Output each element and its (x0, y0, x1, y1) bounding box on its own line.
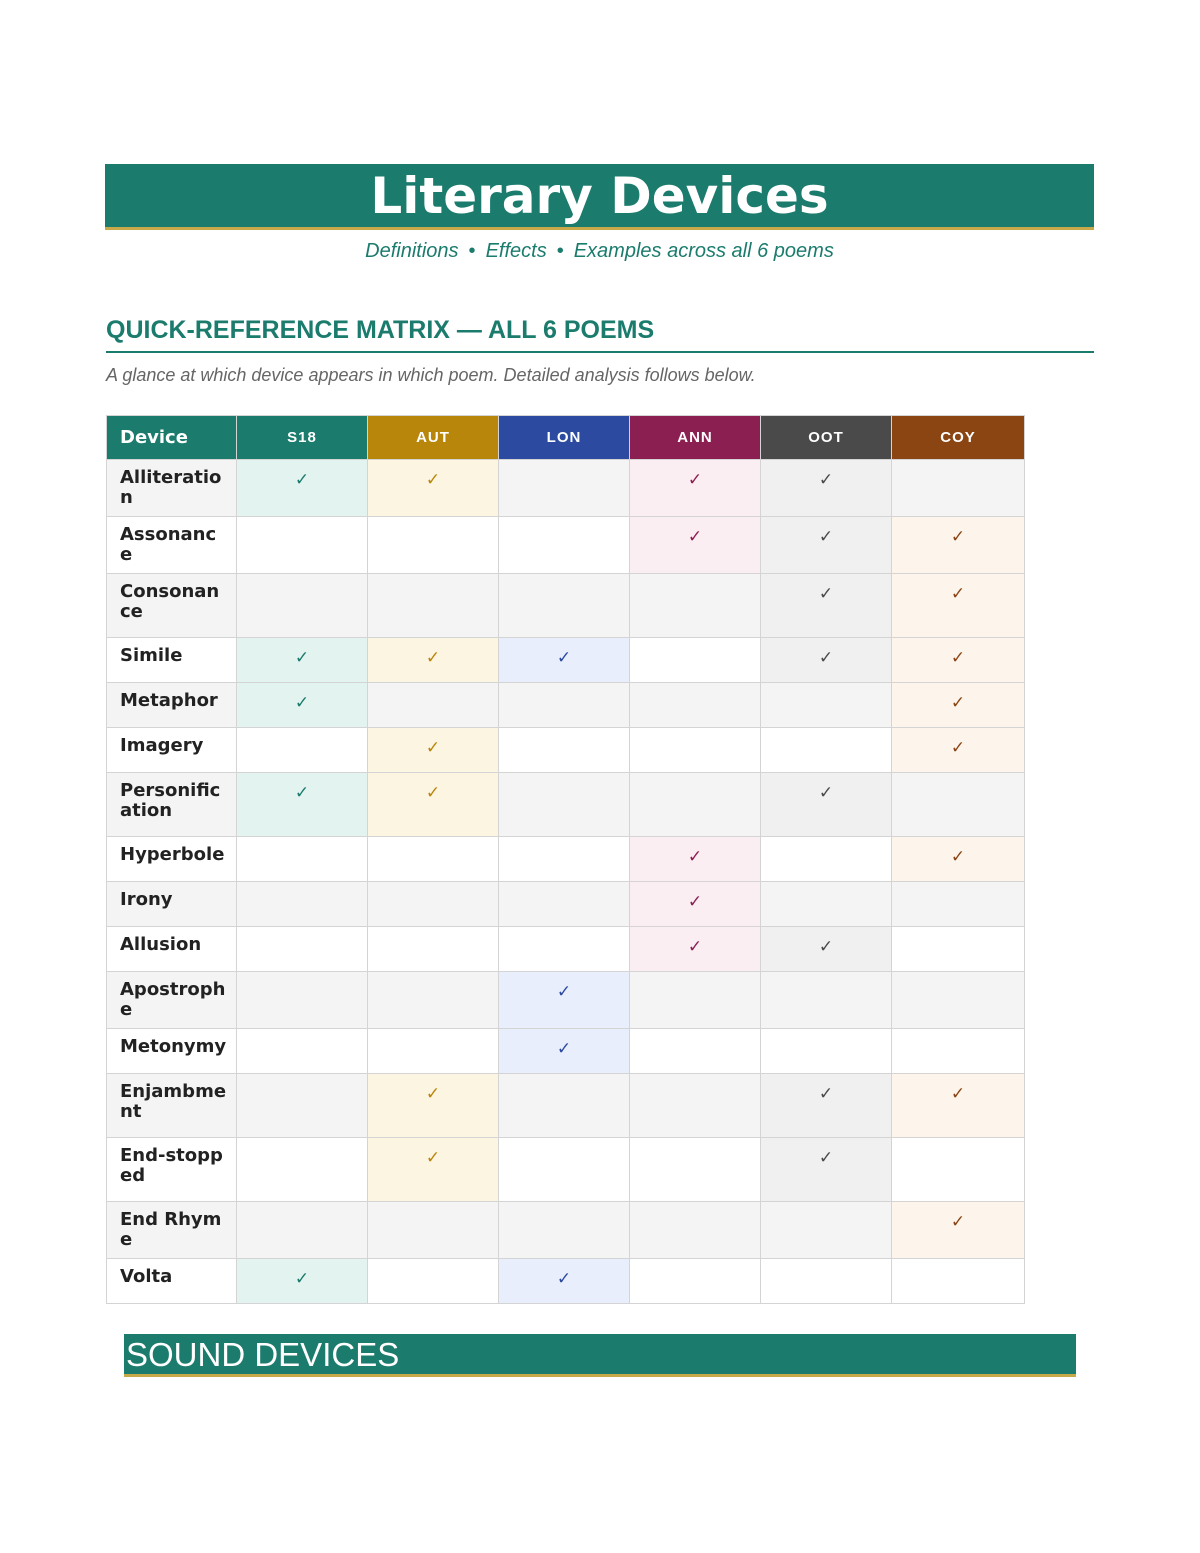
title-banner (105, 164, 1094, 230)
device-name-cell: Assonance (107, 517, 237, 574)
device-name-cell: Metaphor (107, 683, 237, 728)
matrix-cell-ann (630, 517, 761, 574)
matrix-cell-coy (892, 837, 1025, 882)
matrix-cell-lon (499, 1202, 630, 1259)
check-icon: ✓ (950, 1084, 966, 1103)
matrix-cell-ann (630, 1074, 761, 1138)
matrix-cell-oot (761, 683, 892, 728)
table-row (107, 683, 1025, 728)
matrix-cell-aut (368, 972, 499, 1029)
matrix-cell-oot (761, 927, 892, 972)
matrix-cell-ann (630, 460, 761, 517)
table-row (107, 1259, 1025, 1304)
check-icon: ✓ (950, 847, 966, 866)
matrix-cell-coy (892, 1202, 1025, 1259)
matrix-cell-coy (892, 638, 1025, 683)
check-icon: ✓ (556, 1269, 572, 1288)
matrix-cell-aut (368, 1138, 499, 1202)
matrix-cell-aut (368, 882, 499, 927)
matrix-cell-s18 (237, 972, 368, 1029)
matrix-cell-oot (761, 1202, 892, 1259)
matrix-cell-ann (630, 728, 761, 773)
check-icon: ✓ (950, 527, 966, 546)
matrix-cell-ann (630, 837, 761, 882)
matrix-cell-oot (761, 1074, 892, 1138)
matrix-cell-aut (368, 728, 499, 773)
matrix-cell-coy (892, 728, 1025, 773)
check-icon: ✓ (425, 783, 441, 802)
matrix-cell-aut (368, 773, 499, 837)
check-icon: ✓ (687, 527, 703, 546)
table-row (107, 1138, 1025, 1202)
table-row (107, 927, 1025, 972)
matrix-section-note: A glance at which device appears in which poem. Detailed analysis follows below. (106, 365, 756, 385)
matrix-cell-oot (761, 972, 892, 1029)
check-icon: ✓ (818, 1084, 834, 1103)
matrix-cell-lon (499, 927, 630, 972)
matrix-cell-ann (630, 638, 761, 683)
table-row (107, 1074, 1025, 1138)
matrix-cell-ann (630, 1202, 761, 1259)
matrix-cell-lon (499, 574, 630, 638)
matrix-cell-ann (630, 574, 761, 638)
page-subtitle (105, 240, 1094, 263)
check-icon: ✓ (556, 982, 572, 1001)
table-row (107, 972, 1025, 1029)
matrix-cell-lon (499, 837, 630, 882)
matrix-cell-s18 (237, 773, 368, 837)
device-name-cell: End-stopped (107, 1138, 237, 1202)
matrix-cell-ann (630, 683, 761, 728)
column-header-coy: COY (892, 416, 1025, 460)
matrix-cell-ann (630, 1138, 761, 1202)
matrix-cell-s18 (237, 882, 368, 927)
matrix-cell-lon (499, 1259, 630, 1304)
matrix-cell-lon (499, 882, 630, 927)
matrix-cell-aut (368, 837, 499, 882)
matrix-cell-aut (368, 460, 499, 517)
check-icon: ✓ (294, 1269, 310, 1288)
matrix-cell-coy (892, 1138, 1025, 1202)
matrix-cell-oot (761, 882, 892, 927)
check-icon: ✓ (950, 648, 966, 667)
column-header-ann: ANN (630, 416, 761, 460)
matrix-cell-oot (761, 837, 892, 882)
check-icon: ✓ (818, 937, 834, 956)
table-row (107, 460, 1025, 517)
subtitle-effects: Effects (485, 240, 547, 262)
column-header-s18: S18 (237, 416, 368, 460)
matrix-cell-oot (761, 574, 892, 638)
matrix-header-row (107, 416, 1025, 460)
quick-reference-matrix (106, 415, 1025, 1304)
matrix-cell-s18 (237, 1138, 368, 1202)
matrix-cell-lon (499, 1029, 630, 1074)
matrix-cell-coy (892, 1029, 1025, 1074)
check-icon: ✓ (425, 1084, 441, 1103)
column-header-oot: OOT (761, 416, 892, 460)
device-name-cell: Allusion (107, 927, 237, 972)
matrix-cell-s18 (237, 1074, 368, 1138)
matrix-cell-s18 (237, 1202, 368, 1259)
matrix-cell-s18 (237, 460, 368, 517)
device-name-cell: Metonymy (107, 1029, 237, 1074)
matrix-cell-ann (630, 927, 761, 972)
matrix-cell-coy (892, 972, 1025, 1029)
device-name-cell: Personification (107, 773, 237, 837)
check-icon: ✓ (687, 470, 703, 489)
matrix-cell-s18 (237, 927, 368, 972)
matrix-cell-oot (761, 1138, 892, 1202)
sound-devices-heading: SOUND DEVICES (126, 1336, 400, 1373)
matrix-cell-aut (368, 1074, 499, 1138)
matrix-cell-s18 (237, 683, 368, 728)
matrix-cell-ann (630, 972, 761, 1029)
device-name-cell: End Rhyme (107, 1202, 237, 1259)
page-title: Literary Devices (370, 166, 829, 225)
matrix-cell-oot (761, 728, 892, 773)
device-column-header: Device (107, 416, 237, 460)
device-name-cell: Irony (107, 882, 237, 927)
subtitle-definitions: Definitions (365, 240, 459, 262)
table-row (107, 574, 1025, 638)
matrix-cell-aut (368, 1029, 499, 1074)
matrix-cell-coy (892, 1259, 1025, 1304)
check-icon: ✓ (818, 527, 834, 546)
table-row (107, 728, 1025, 773)
matrix-cell-aut (368, 574, 499, 638)
subtitle-examples: Examples across all 6 poems (573, 240, 834, 262)
table-row (107, 638, 1025, 683)
matrix-cell-coy (892, 1074, 1025, 1138)
check-icon: ✓ (294, 648, 310, 667)
table-row (107, 1202, 1025, 1259)
matrix-cell-lon (499, 683, 630, 728)
subtitle-separator: • (468, 240, 476, 262)
check-icon: ✓ (425, 648, 441, 667)
device-name-cell: Volta (107, 1259, 237, 1304)
check-icon: ✓ (294, 470, 310, 489)
matrix-cell-lon (499, 460, 630, 517)
matrix-cell-s18 (237, 517, 368, 574)
device-name-cell: Alliteration (107, 460, 237, 517)
matrix-cell-oot (761, 1029, 892, 1074)
check-icon: ✓ (294, 783, 310, 802)
matrix-cell-coy (892, 574, 1025, 638)
device-name-cell: Consonance (107, 574, 237, 638)
matrix-cell-ann (630, 882, 761, 927)
table-row (107, 773, 1025, 837)
matrix-cell-coy (892, 882, 1025, 927)
matrix-cell-oot (761, 773, 892, 837)
check-icon: ✓ (425, 738, 441, 757)
table-row (107, 882, 1025, 927)
matrix-cell-aut (368, 1259, 499, 1304)
matrix-cell-ann (630, 1259, 761, 1304)
matrix-section-heading: QUICK-REFERENCE MATRIX — ALL 6 POEMS (106, 316, 1094, 353)
matrix-cell-coy (892, 683, 1025, 728)
check-icon: ✓ (818, 1148, 834, 1167)
matrix-cell-lon (499, 773, 630, 837)
matrix-cell-oot (761, 460, 892, 517)
check-icon: ✓ (425, 470, 441, 489)
matrix-cell-aut (368, 683, 499, 728)
matrix-cell-aut (368, 1202, 499, 1259)
check-icon: ✓ (818, 648, 834, 667)
matrix-cell-s18 (237, 1259, 368, 1304)
matrix-cell-aut (368, 517, 499, 574)
matrix-cell-lon (499, 972, 630, 1029)
matrix-cell-s18 (237, 638, 368, 683)
device-name-cell: Simile (107, 638, 237, 683)
matrix-cell-coy (892, 460, 1025, 517)
check-icon: ✓ (950, 693, 966, 712)
check-icon: ✓ (950, 584, 966, 603)
matrix-cell-s18 (237, 1029, 368, 1074)
check-icon: ✓ (818, 584, 834, 603)
matrix-cell-oot (761, 1259, 892, 1304)
check-icon: ✓ (818, 783, 834, 802)
matrix-cell-lon (499, 517, 630, 574)
check-icon: ✓ (556, 1039, 572, 1058)
matrix-cell-s18 (237, 574, 368, 638)
matrix-cell-lon (499, 728, 630, 773)
subtitle-separator: • (556, 240, 564, 262)
device-name-cell: Enjambment (107, 1074, 237, 1138)
matrix-cell-aut (368, 927, 499, 972)
table-row (107, 837, 1025, 882)
matrix-cell-lon (499, 1074, 630, 1138)
matrix-cell-lon (499, 638, 630, 683)
check-icon: ✓ (556, 648, 572, 667)
check-icon: ✓ (687, 847, 703, 866)
matrix-cell-s18 (237, 837, 368, 882)
column-header-aut: AUT (368, 416, 499, 460)
matrix-cell-oot (761, 638, 892, 683)
sound-devices-banner (124, 1334, 1076, 1377)
device-name-cell: Imagery (107, 728, 237, 773)
check-icon: ✓ (818, 470, 834, 489)
matrix-cell-coy (892, 927, 1025, 972)
table-row (107, 517, 1025, 574)
matrix-cell-coy (892, 517, 1025, 574)
matrix-cell-ann (630, 773, 761, 837)
matrix-cell-lon (499, 1138, 630, 1202)
check-icon: ✓ (687, 937, 703, 956)
table-row (107, 1029, 1025, 1074)
device-name-cell: Apostrophe (107, 972, 237, 1029)
matrix-body (107, 460, 1025, 1304)
matrix-cell-aut (368, 638, 499, 683)
check-icon: ✓ (950, 738, 966, 757)
matrix-cell-ann (630, 1029, 761, 1074)
check-icon: ✓ (950, 1212, 966, 1231)
check-icon: ✓ (687, 892, 703, 911)
matrix-cell-coy (892, 773, 1025, 837)
matrix-cell-oot (761, 517, 892, 574)
column-header-lon: LON (499, 416, 630, 460)
matrix-cell-s18 (237, 728, 368, 773)
check-icon: ✓ (425, 1148, 441, 1167)
check-icon: ✓ (294, 693, 310, 712)
device-name-cell: Hyperbole (107, 837, 237, 882)
